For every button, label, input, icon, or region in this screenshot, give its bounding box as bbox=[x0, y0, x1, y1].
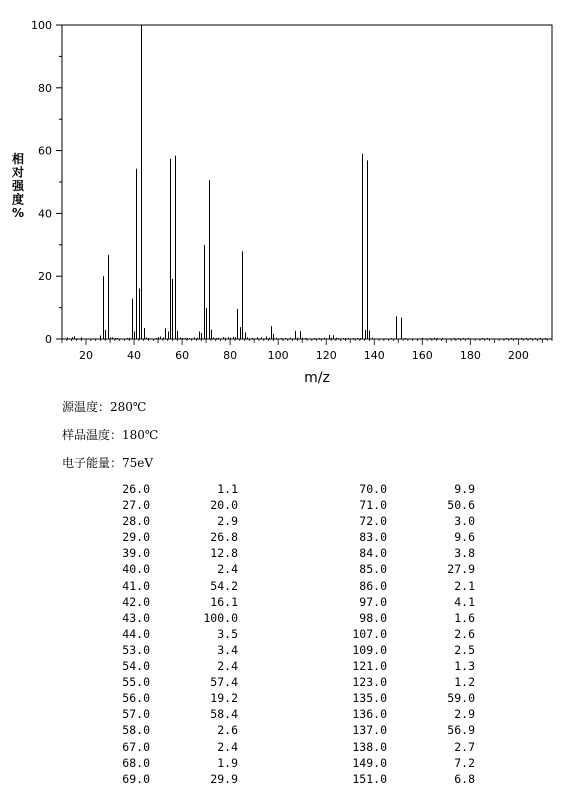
intensity-value: 2.9 bbox=[217, 514, 238, 529]
table-row bbox=[96, 529, 475, 545]
table-row bbox=[96, 497, 475, 513]
intensity-value: 2.4 bbox=[217, 562, 238, 577]
mz-value: 138.0 bbox=[352, 739, 387, 754]
intensity-value: 2.1 bbox=[454, 578, 475, 593]
mz-value: 83.0 bbox=[359, 530, 387, 545]
table-row bbox=[96, 545, 475, 561]
intensity-value: 2.6 bbox=[454, 626, 475, 641]
intensity-value: 26.8 bbox=[210, 530, 238, 545]
y-axis-label bbox=[11, 151, 25, 220]
intensity-value: 16.1 bbox=[210, 594, 238, 609]
mz-value: 109.0 bbox=[352, 642, 387, 657]
table-row bbox=[96, 513, 475, 529]
mz-value: 121.0 bbox=[352, 659, 387, 674]
mz-value: 41.0 bbox=[122, 578, 150, 593]
y-tick-label: 0 bbox=[45, 333, 52, 346]
y-tick-label: 100 bbox=[31, 19, 52, 32]
x-tick-label: 80 bbox=[223, 349, 238, 362]
mz-value: 135.0 bbox=[352, 691, 387, 706]
intensity-value: 6.8 bbox=[454, 771, 475, 786]
spectrum-peaks bbox=[68, 25, 546, 339]
intensity-value: 1.1 bbox=[217, 482, 238, 496]
mz-value: 26.0 bbox=[122, 482, 150, 496]
x-tick-label: 180 bbox=[459, 349, 481, 362]
table-row bbox=[96, 561, 475, 577]
x-axis bbox=[62, 339, 552, 362]
y-axis-label-char: 对 bbox=[11, 165, 25, 180]
mz-value: 151.0 bbox=[352, 771, 387, 786]
x-tick-label: 140 bbox=[363, 349, 385, 362]
y-axis-label-char: 相 bbox=[11, 152, 25, 166]
x-tick-label: 160 bbox=[411, 349, 433, 362]
mz-value: 123.0 bbox=[352, 675, 387, 690]
table-row bbox=[96, 658, 475, 674]
table-row bbox=[96, 642, 475, 658]
mz-value: 137.0 bbox=[352, 723, 387, 738]
intensity-value: 19.2 bbox=[210, 691, 238, 706]
mz-value: 149.0 bbox=[352, 755, 387, 770]
intensity-value: 57.4 bbox=[210, 675, 238, 690]
table-row bbox=[96, 578, 475, 594]
mz-value: 70.0 bbox=[359, 482, 387, 496]
intensity-value: 12.8 bbox=[210, 546, 238, 561]
intensity-value: 56.9 bbox=[447, 723, 475, 738]
table-row bbox=[96, 706, 475, 722]
y-axis-label-char: % bbox=[11, 206, 25, 220]
table-row bbox=[96, 674, 475, 690]
mz-value: 44.0 bbox=[122, 626, 150, 641]
intensity-value: 54.2 bbox=[210, 578, 238, 593]
intensity-value: 1.3 bbox=[454, 659, 475, 674]
mz-value: 29.0 bbox=[122, 530, 150, 545]
mz-value: 54.0 bbox=[122, 659, 150, 674]
mz-value: 40.0 bbox=[122, 562, 150, 577]
intensity-value: 2.4 bbox=[217, 739, 238, 754]
mz-value: 71.0 bbox=[359, 498, 387, 513]
intensity-value: 2.5 bbox=[454, 642, 475, 657]
y-axis-label-char: 强 bbox=[11, 179, 25, 193]
table-row bbox=[96, 722, 475, 738]
table-row bbox=[96, 594, 475, 610]
intensity-value: 50.6 bbox=[447, 498, 475, 513]
mz-value: 69.0 bbox=[122, 771, 150, 786]
intensity-value: 3.8 bbox=[454, 546, 475, 561]
mz-value: 84.0 bbox=[359, 546, 387, 561]
table-row bbox=[96, 481, 475, 497]
intensity-value: 3.5 bbox=[217, 626, 238, 641]
intensity-value: 20.0 bbox=[210, 498, 238, 513]
intensity-value: 1.9 bbox=[217, 755, 238, 770]
mz-value: 68.0 bbox=[122, 755, 150, 770]
mz-value: 136.0 bbox=[352, 707, 387, 722]
mz-value: 107.0 bbox=[352, 626, 387, 641]
intensity-value: 58.4 bbox=[210, 707, 238, 722]
mz-value: 97.0 bbox=[359, 594, 387, 609]
intensity-value: 1.2 bbox=[454, 675, 475, 690]
sample-temperature: 样品温度：180℃ bbox=[62, 428, 159, 442]
intensity-value: 1.6 bbox=[454, 610, 475, 625]
table-row bbox=[96, 771, 475, 787]
x-tick-label: 20 bbox=[79, 349, 94, 362]
x-tick-label: 60 bbox=[175, 349, 190, 362]
mz-value: 55.0 bbox=[122, 675, 150, 690]
y-axis-label-char: 度 bbox=[11, 192, 25, 207]
mz-value: 67.0 bbox=[122, 739, 150, 754]
peak-table bbox=[96, 481, 475, 787]
x-axis-label: m/z bbox=[304, 370, 330, 386]
mz-value: 39.0 bbox=[122, 546, 150, 561]
intensity-value: 7.2 bbox=[454, 755, 475, 770]
mz-value: 85.0 bbox=[359, 562, 387, 577]
mz-value: 53.0 bbox=[122, 642, 150, 657]
intensity-value: 9.9 bbox=[454, 482, 475, 496]
mz-value: 58.0 bbox=[122, 723, 150, 738]
source-temperature: 源温度：280℃ bbox=[62, 400, 147, 414]
table-row bbox=[96, 610, 475, 626]
x-tick-label: 40 bbox=[127, 349, 142, 362]
intensity-value: 59.0 bbox=[447, 691, 475, 706]
y-tick-label: 20 bbox=[38, 270, 52, 284]
table-row bbox=[96, 739, 475, 755]
x-tick-label: 200 bbox=[507, 349, 529, 362]
mz-value: 57.0 bbox=[122, 707, 150, 722]
intensity-value: 9.6 bbox=[454, 530, 475, 545]
mz-value: 72.0 bbox=[359, 514, 387, 529]
intensity-value: 2.7 bbox=[454, 739, 475, 754]
mz-value: 42.0 bbox=[122, 594, 150, 609]
electron-energy: 电子能量：75eV bbox=[62, 456, 154, 470]
intensity-value: 27.9 bbox=[447, 562, 475, 577]
mz-value: 86.0 bbox=[359, 578, 387, 593]
mz-value: 56.0 bbox=[122, 691, 150, 706]
intensity-value: 2.6 bbox=[217, 723, 238, 738]
y-axis bbox=[31, 19, 62, 346]
plot-frame bbox=[62, 25, 552, 339]
y-tick-label: 60 bbox=[38, 144, 52, 158]
y-tick-label: 80 bbox=[38, 81, 52, 95]
x-tick-label: 120 bbox=[315, 349, 337, 362]
x-tick-label: 100 bbox=[267, 349, 289, 362]
table-row bbox=[96, 690, 475, 706]
table-row bbox=[96, 755, 475, 771]
intensity-value: 29.9 bbox=[210, 771, 238, 786]
intensity-value: 4.1 bbox=[454, 594, 475, 609]
intensity-value: 3.0 bbox=[454, 514, 475, 529]
table-row bbox=[96, 626, 475, 642]
mz-value: 43.0 bbox=[122, 610, 150, 625]
mz-value: 27.0 bbox=[122, 498, 150, 513]
mass-spectrum-chart bbox=[0, 0, 570, 390]
mz-value: 28.0 bbox=[122, 514, 150, 529]
y-tick-label: 40 bbox=[38, 207, 52, 221]
mz-value: 98.0 bbox=[359, 610, 387, 625]
intensity-value: 3.4 bbox=[217, 642, 238, 657]
intensity-value: 2.9 bbox=[454, 707, 475, 722]
intensity-value: 2.4 bbox=[217, 659, 238, 674]
intensity-value: 100.0 bbox=[203, 610, 238, 625]
